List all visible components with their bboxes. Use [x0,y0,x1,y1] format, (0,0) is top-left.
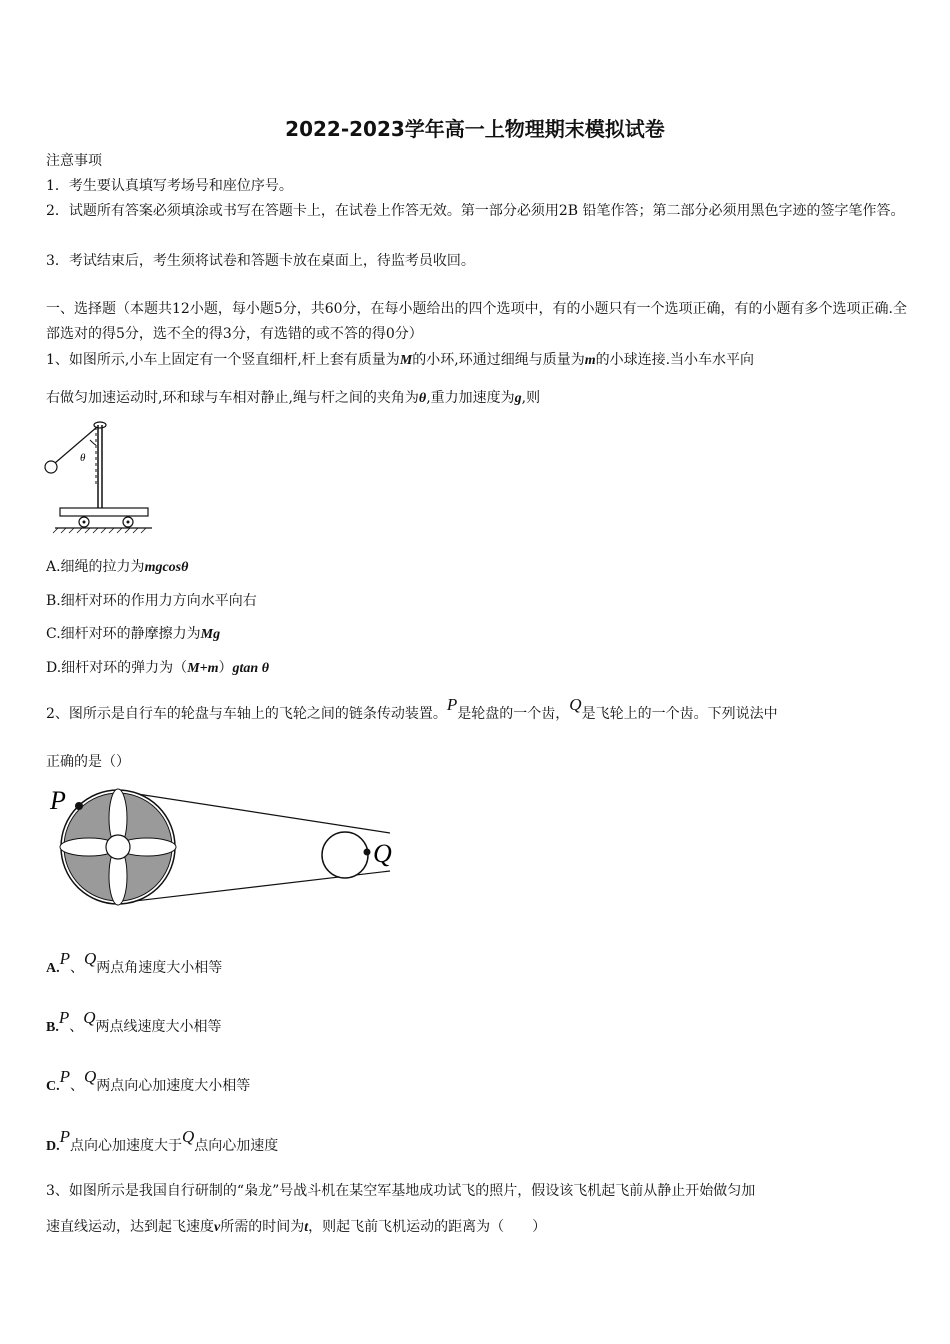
var-P: P [59,949,71,968]
var-Q: Q [182,1127,195,1146]
var-v: v [214,1220,221,1235]
option-label: A. [46,961,60,976]
q1-text: ,重力加速度为 [426,390,515,406]
wheel-axle [127,521,130,524]
var-M: M [399,353,413,368]
q3-stem-line1: 3、如图所示是我国自行研制的“枭龙”号战斗机在某空军基地成功试飞的照片，假设该飞机起飞前从静止开始做匀加 [46,1183,756,1199]
var-m: m [584,353,596,368]
var-Q: Q [84,949,97,968]
sprocket [322,832,368,878]
q1-cart-figure [40,415,155,535]
option-label: C. [46,1079,60,1094]
q2-text: 是飞轮上的一个齿。下列说法中 [581,706,778,722]
q2-option-a[interactable] [46,949,223,977]
var-P: P [446,695,458,714]
q1-option-d[interactable] [46,657,269,677]
option-text: ） [218,660,233,676]
var-t: t [304,1220,309,1235]
ball [45,461,57,473]
q3-text: 所需的时间为 [220,1219,305,1235]
q1-option-c[interactable] [46,623,220,643]
option-text: B.细杆对环的作用力方向水平向右 [46,593,257,609]
option-text: A.细绳的拉力为 [46,559,145,575]
q1-text: 右做匀加速运动时,环和球与车相对静止,绳与杆之间的夹角为 [46,390,419,406]
var-Q: Q [83,1008,96,1027]
q2-stem-line1 [46,695,908,724]
var-P: P [59,1127,71,1146]
q3-text: 速直线运动，达到起飞速度 [46,1219,214,1235]
var-g: g [514,391,522,406]
q1-text: 的小环,环通过细绳与质量为 [412,352,585,368]
rope [55,427,97,463]
option-math: Mg [200,627,221,642]
q1-stem-line2 [46,388,908,409]
option-text: 、 [69,1019,84,1035]
option-text: 点向心加速度大于 [70,1138,183,1154]
var-P: P [59,1067,71,1086]
option-math: mgcosθ [144,560,189,575]
var-P: P [58,1008,70,1027]
notice-item-1: 1．考生要认真填写考场号和座位序号。 [46,178,293,194]
page-title: 2022-2023学年高一上物理期末模拟试卷 [285,117,665,141]
option-text: 、 [70,960,85,976]
ground-hatch [53,528,146,533]
option-math: M+m [187,661,219,676]
q3-stem-line2 [46,1217,908,1238]
option-text: 点向心加速度 [194,1138,279,1154]
q2-text: 2、图所示是自行车的轮盘与车轴上的飞轮之间的链条传动装置。 [46,706,447,722]
q1-option-b[interactable] [46,590,257,610]
label-p: P [50,786,66,815]
q1-text: 的小球连接.当小车水平向 [595,352,755,368]
q2-chain-figure [46,782,406,912]
q2-option-d[interactable] [46,1127,279,1155]
option-label: D. [46,1139,60,1154]
label-q: Q [373,839,392,868]
q2-text: 是轮盘的一个齿， [457,706,570,722]
cart-body [60,508,148,516]
q3-text: ，则起飞前飞机运动的距离为（ ） [308,1219,547,1235]
q2-stem-line2: 正确的是（） [46,754,130,770]
option-text: 两点向心加速度大小相等 [96,1078,251,1094]
point-p-dot [75,802,83,810]
q1-text: 1、如图所示,小车上固定有一个竖直细杆,杆上套有质量为 [46,352,400,368]
option-text: 、 [70,1078,85,1094]
option-math: gtan θ [232,661,269,676]
theta-label: θ [80,452,86,464]
section-heading: 一、选择题（本题共12小题，每小题5分，共60分，在每小题给出的四个选项中，有的小题只有一个选项正确，有的小题有多个选项正确.全部选对的得5分，选不全的得3分，有选错的或不答的得0分） [46,301,907,342]
option-text: D.细杆对环的弹力为（ [46,660,188,676]
point-q-dot [364,849,371,856]
notice-item-2: 2．试题所有答案必须填涂或书写在答题卡上，在试卷上作答无效。第一部分必须用2B 铅笔作答；第二部分必须用黑色字迹的签字笔作答。 [46,203,905,219]
wheel-axle [83,521,86,524]
option-text: 两点线速度大小相等 [95,1019,222,1035]
q2-option-c[interactable] [46,1067,251,1095]
option-label: B. [46,1020,59,1035]
q1-stem-line1 [46,350,908,371]
option-text: 两点角速度大小相等 [96,960,223,976]
chainring-hub [106,835,130,859]
notice-heading: 注意事项 [46,153,102,169]
notice-item-3: 3．考试结束后，考生须将试卷和答题卡放在桌面上，待监考员收回。 [46,253,475,269]
q1-option-a[interactable] [46,556,188,576]
var-Q: Q [84,1067,97,1086]
var-theta: θ [418,391,427,406]
var-Q: Q [569,695,582,714]
option-text: C.细杆对环的静摩擦力为 [46,626,201,642]
angle-arc [90,440,96,445]
q2-option-b[interactable] [46,1008,222,1036]
q1-text: ,则 [521,390,541,406]
